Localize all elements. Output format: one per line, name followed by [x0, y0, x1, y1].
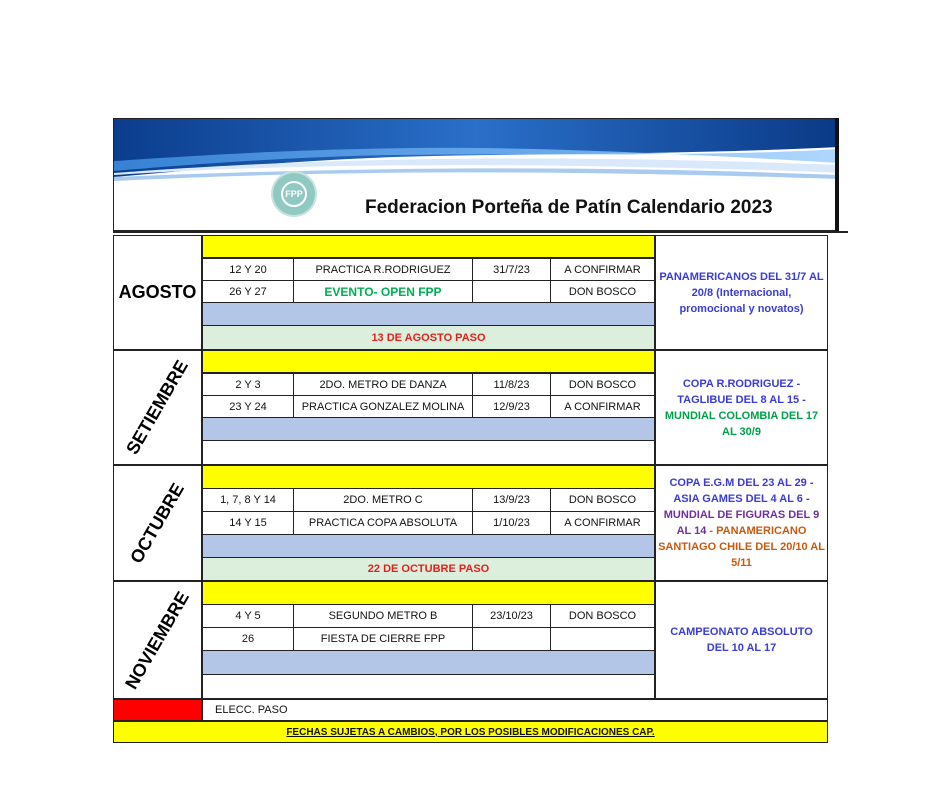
- event-cell: 2DO. METRO C: [293, 488, 473, 512]
- empty-row: [202, 440, 655, 465]
- place-cell: [550, 627, 655, 651]
- note-setiembre: [656, 376, 827, 440]
- red-marker: [113, 699, 202, 721]
- elecc-label: ELECC. PASO: [215, 704, 288, 716]
- event-cell: 2DO. METRO DE DANZA: [293, 373, 473, 396]
- blue-band: [202, 534, 655, 558]
- deadline-cell: 12/9/23: [472, 395, 551, 418]
- place-cell: DON BOSCO: [550, 373, 655, 396]
- month-label-noviembre: NOVIEMBRE: [121, 587, 193, 692]
- month-label-setiembre: SETIEMBRE: [122, 356, 192, 458]
- event-cell: PRACTICA GONZALEZ MOLINA: [293, 395, 473, 418]
- note-cell-octubre: [655, 465, 828, 581]
- dates-cell: 12 Y 20: [202, 258, 294, 281]
- note-part: - PANAMERICANO SANTIAGO CHILE DEL 20/10 AL 5/11: [658, 525, 825, 569]
- place-cell: DON BOSCO: [550, 604, 655, 628]
- place-cell: DON BOSCO: [550, 280, 655, 303]
- page-title: Federacion Porteña de Patín Calendario 2023: [365, 197, 773, 218]
- event-cell: PRACTICA COPA ABSOLUTA: [293, 511, 473, 535]
- deadline-cell: 23/10/23: [472, 604, 551, 628]
- event-open-fpp: EVENTO- OPEN FPP: [324, 284, 442, 299]
- dates-cell: 26: [202, 627, 294, 651]
- place-cell: A CONFIRMAR: [550, 258, 655, 281]
- header-divider: [113, 231, 848, 233]
- event-cell: [293, 280, 473, 303]
- empty-row: [202, 674, 655, 699]
- dates-cell: 23 Y 24: [202, 395, 294, 418]
- paso-agosto: 13 DE AGOSTO PASO: [371, 331, 486, 344]
- note-part: MUNDIAL DE FIGURAS DEL 9 AL 14: [663, 509, 820, 537]
- deadline-cell: 11/8/23: [472, 373, 551, 396]
- event-cell: PRACTICA R.RODRIGUEZ: [293, 258, 473, 281]
- note-part: MUNDIAL COLOMBIA DEL 17 AL 30/9: [664, 409, 819, 438]
- yellow-band: [202, 581, 655, 605]
- place-cell: A CONFIRMAR: [550, 511, 655, 535]
- yellow-band: [202, 465, 655, 489]
- fpp-logo-text: FPP: [281, 181, 307, 207]
- yellow-band: [202, 235, 655, 258]
- note-part: COPA R.RODRIGUEZ - TAGLIBUE DEL 8 AL 15 -: [677, 377, 806, 406]
- event-cell: FIESTA DE CIERRE FPP: [293, 627, 473, 651]
- month-cell-setiembre: [113, 350, 202, 465]
- note-cell-noviembre: [655, 581, 828, 699]
- blue-band: [202, 302, 655, 326]
- dates-cell: 1, 7, 8 Y 14: [202, 488, 294, 512]
- deadline-cell: 1/10/23: [472, 511, 551, 535]
- note-octubre: [656, 475, 827, 571]
- dates-cell: 4 Y 5: [202, 604, 294, 628]
- paso-row: [202, 325, 655, 350]
- month-cell-agosto: [113, 235, 202, 350]
- month-label-agosto: AGOSTO: [118, 282, 197, 302]
- blue-band: [202, 417, 655, 441]
- month-cell-octubre: [113, 465, 202, 581]
- blue-band: [202, 650, 655, 675]
- dates-cell: 2 Y 3: [202, 373, 294, 396]
- month-cell-noviembre: [113, 581, 202, 699]
- elecc-row: [202, 699, 828, 721]
- dates-cell: 26 Y 27: [202, 280, 294, 303]
- fpp-logo: [271, 171, 317, 217]
- paso-row: [202, 557, 655, 581]
- header-edge: [835, 118, 839, 231]
- month-label-octubre: OCTUBRE: [126, 479, 188, 567]
- note-agosto: PANAMERICANOS DEL 31/7 AL 20/8 (Internacional, promocional y novatos): [659, 270, 824, 315]
- event-cell: SEGUNDO METRO B: [293, 604, 473, 628]
- dates-cell: 14 Y 15: [202, 511, 294, 535]
- note-cell-setiembre: [655, 350, 828, 465]
- note-noviembre: CAMPEONATO ABSOLUTO DEL 10 AL 17: [670, 626, 813, 654]
- deadline-cell: [472, 280, 551, 303]
- deadline-cell: 13/9/23: [472, 488, 551, 512]
- paso-octubre: 22 DE OCTUBRE PASO: [367, 563, 490, 575]
- note-cell-agosto: [655, 235, 828, 350]
- deadline-cell: 31/7/23: [472, 258, 551, 281]
- place-cell: DON BOSCO: [550, 488, 655, 512]
- place-cell: A CONFIRMAR: [550, 395, 655, 418]
- deadline-cell: [472, 627, 551, 651]
- note-part: COPA E.G.M DEL 23 AL 29 - ASIA GAMES DEL 4 AL 6 -: [669, 477, 814, 505]
- footer-note: FECHAS SUJETAS A CAMBIOS, POR LOS POSIBLES MODIFICACIONES CAP.: [286, 726, 655, 738]
- yellow-band: [202, 350, 655, 373]
- footer-band: [113, 721, 828, 743]
